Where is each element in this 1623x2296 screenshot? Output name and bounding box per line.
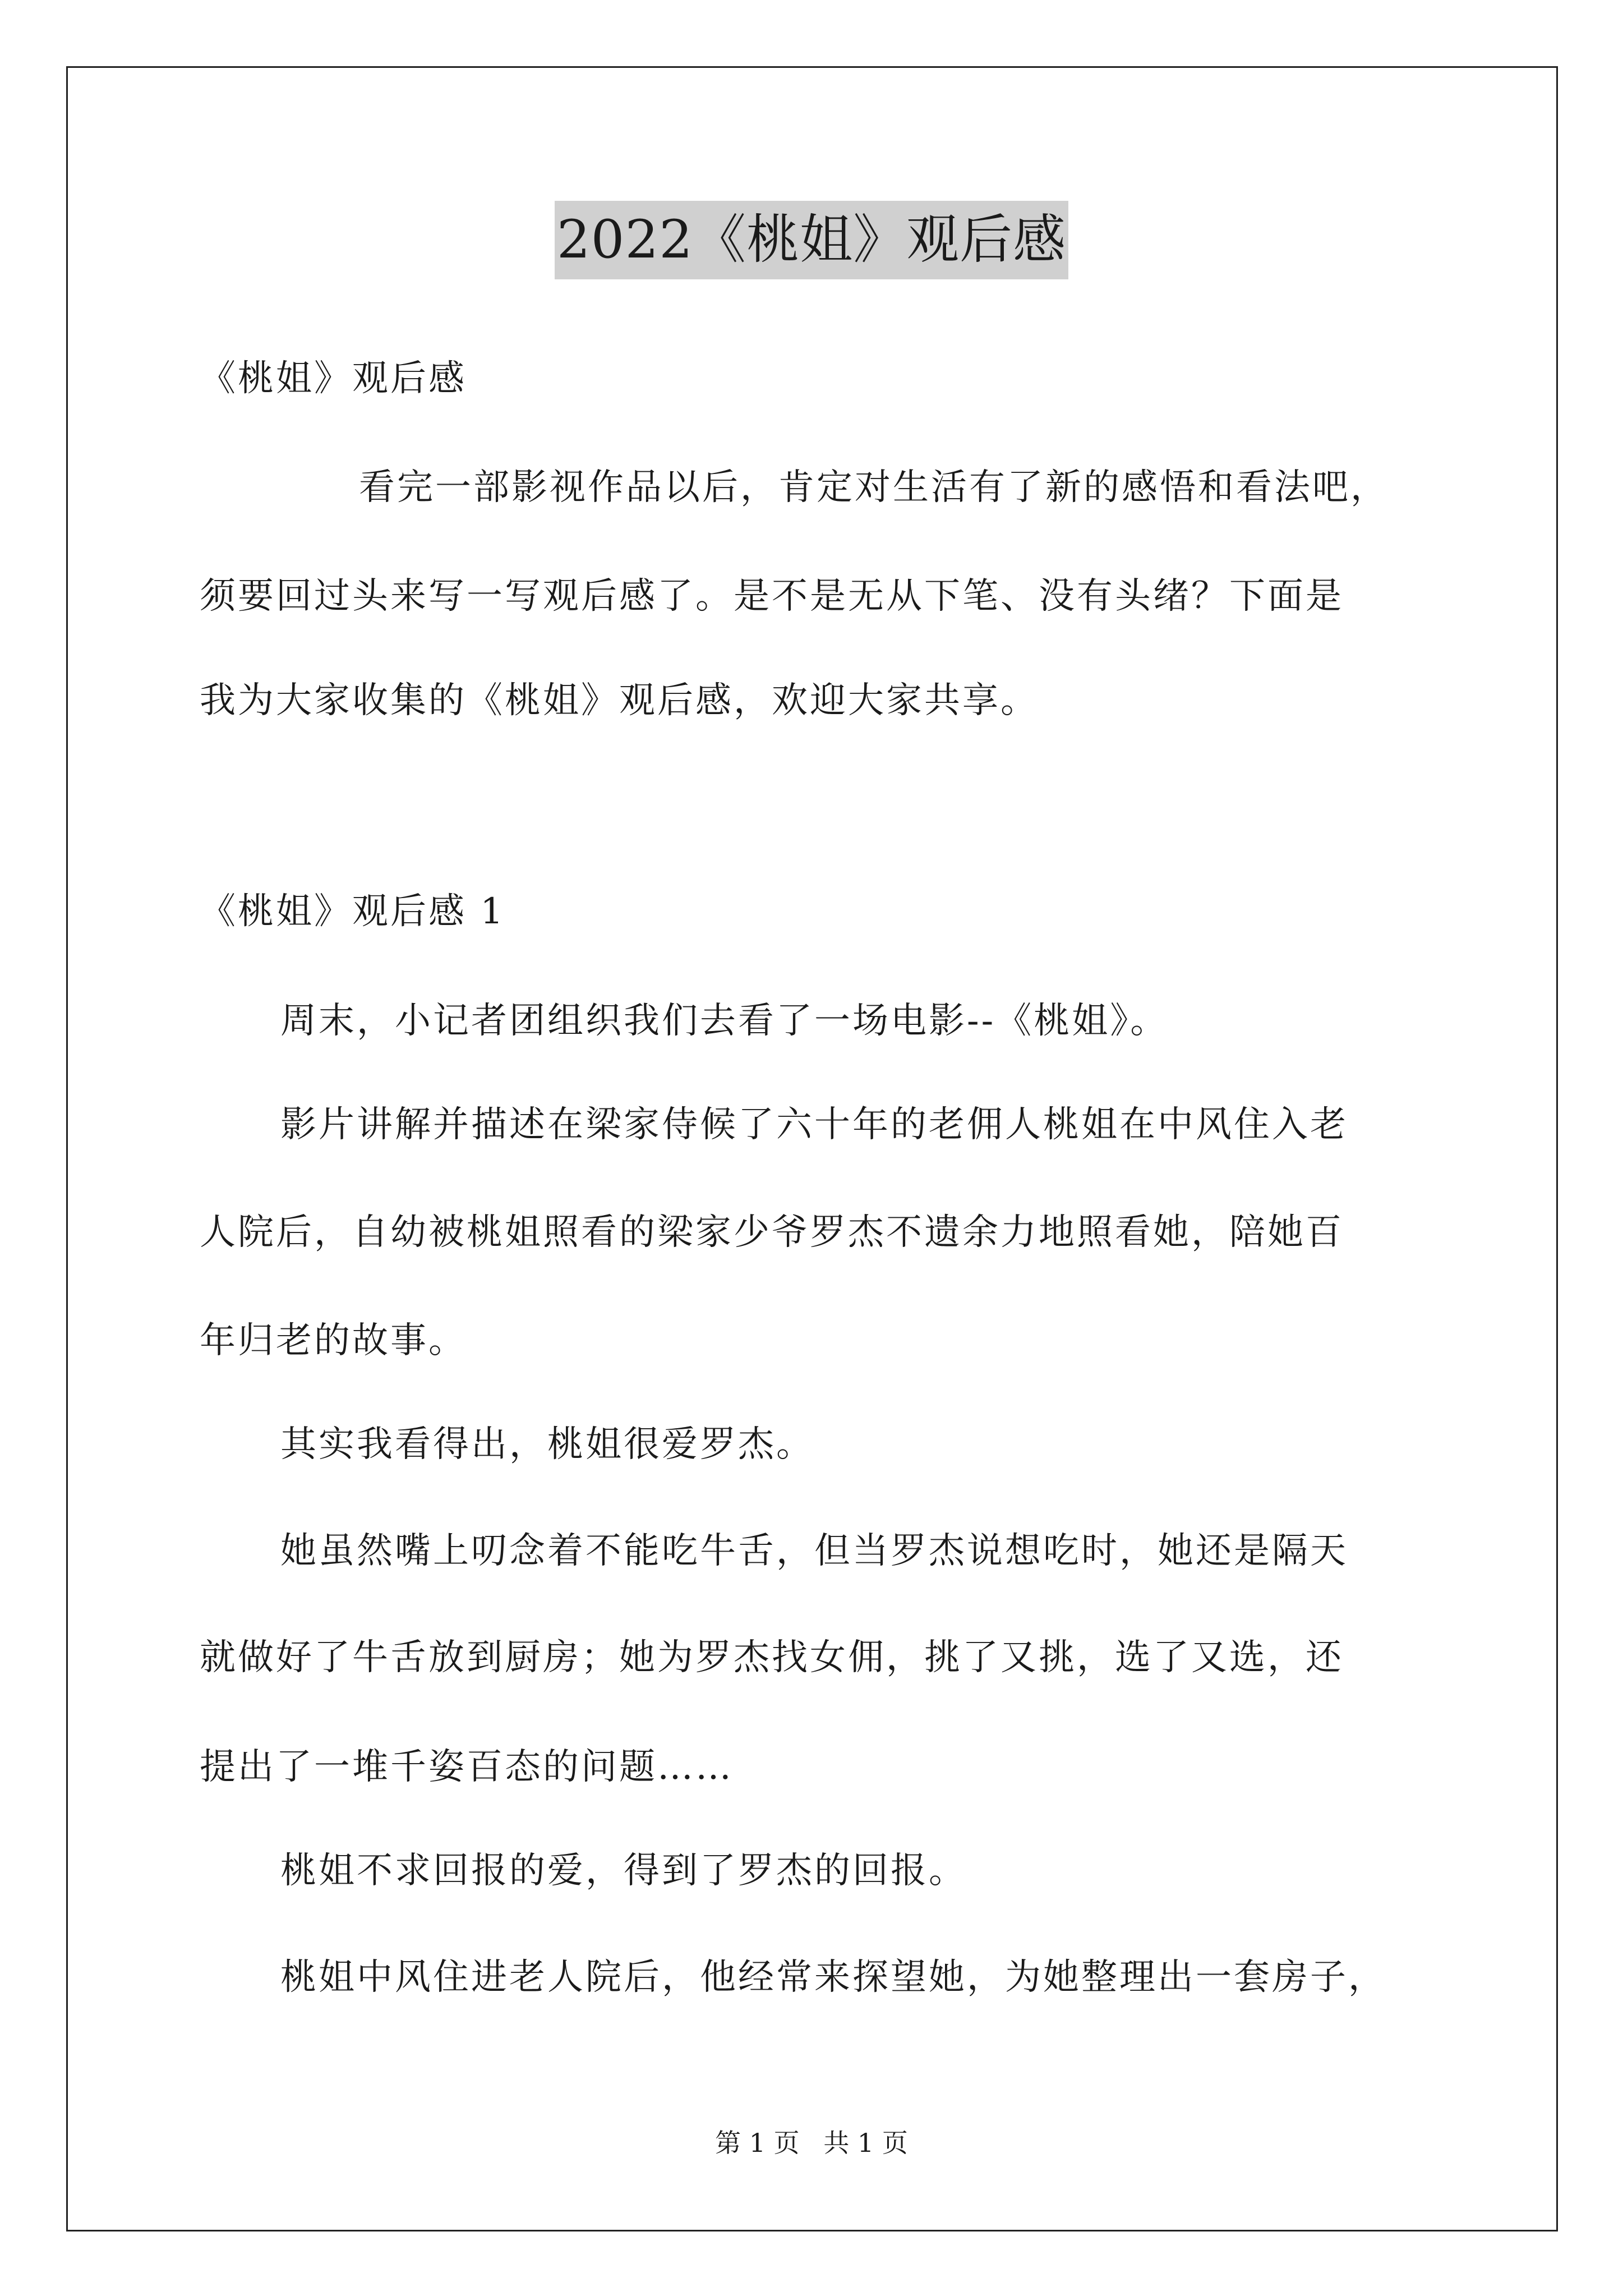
body-line-1: 周末，小记者团组织我们去看了一场电影--《桃姐》。: [280, 1000, 1169, 1042]
page-total: 共 1 页: [823, 2128, 908, 2158]
body-line-9: 桃姐不求回报的爱，得到了罗杰的回报。: [280, 1850, 967, 1892]
intro-line-3: 我为大家收集的《桃姐》观后感，欢迎大家共享。: [200, 680, 1039, 721]
body-line-4: 年归老的故事。: [200, 1320, 467, 1361]
body-line-5: 其实我看得出，桃姐很爱罗杰。: [280, 1424, 814, 1465]
body-line-8: 提出了一堆千姿百态的问题……: [200, 1746, 734, 1788]
body-line-2: 影片讲解并描述在梁家侍候了六十年的老佣人桃姐在中风住入老: [280, 1104, 1348, 1145]
section-heading: 《桃姐》观后感 1: [200, 891, 506, 932]
page-footer: [0, 2126, 1623, 2160]
body-line-3: 人院后，自幼被桃姐照看的梁家少爷罗杰不遗余力地照看她，陪她百: [200, 1212, 1344, 1253]
intro-line-2: 须要回过头来写一写观后感了。是不是无从下笔、没有头绪？下面是: [200, 576, 1344, 617]
body-line-10: 桃姐中风住进老人院后，他经常来探望她，为她整理出一套房子，: [280, 1957, 1386, 1998]
title-container: [0, 201, 1623, 279]
page-number: 第 1 页: [715, 2128, 800, 2158]
document-title: 2022《桃姐》观后感: [555, 201, 1068, 279]
document-subtitle: 《桃姐》观后感: [200, 358, 467, 399]
body-line-6: 她虽然嘴上叨念着不能吃牛舌，但当罗杰说想吃时，她还是隔天: [280, 1530, 1348, 1572]
intro-line-1: 看完一部影视作品以后，肯定对生活有了新的感悟和看法吧，: [359, 467, 1389, 508]
body-line-7: 就做好了牛舌放到厨房；她为罗杰找女佣，挑了又挑，选了又选，还: [200, 1637, 1344, 1678]
